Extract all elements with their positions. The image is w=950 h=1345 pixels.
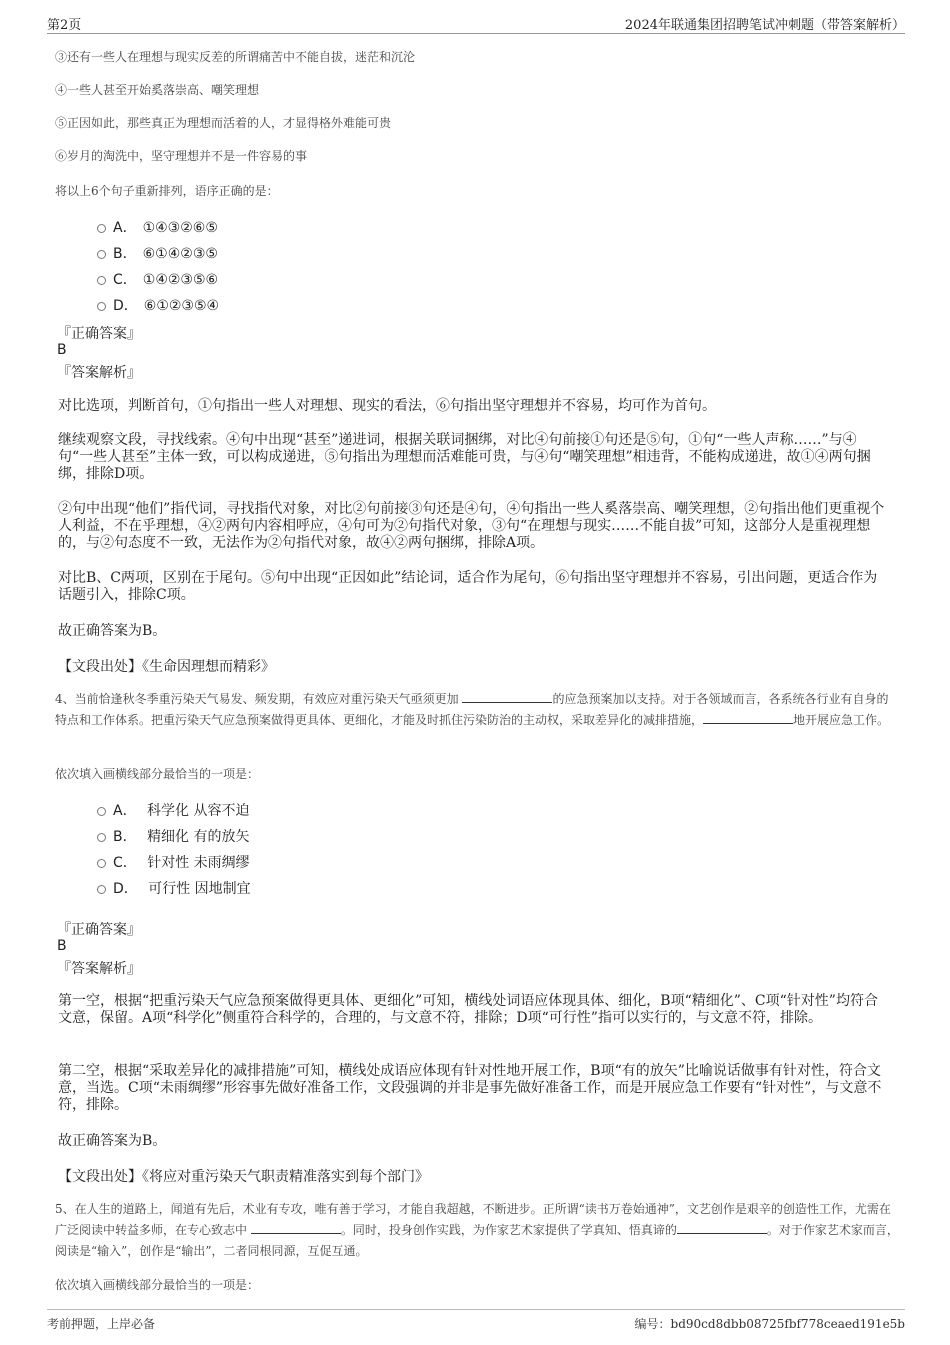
page-footer — [47, 1309, 905, 1335]
answer-heading: 『正确答案』 — [57, 326, 141, 342]
question-prompt: 将以上6个句子重新排列，语序正确的是： — [55, 184, 279, 198]
analysis-heading: 『答案解析』 — [57, 961, 141, 977]
page-number: 第2页 — [47, 18, 82, 33]
radio-icon[interactable] — [97, 276, 106, 285]
radio-icon[interactable] — [97, 302, 106, 311]
analysis-paragraph: 第二空，根据“采取差异化的减排措施”可知，横线处成语应体现有针对性地开展工作，B项“有的放矢”比喻说话做事有针对性，符合文意，当选。C项“未雨绸缪”形容事先做好准备工作，文段强调的并非是事先做好准备工作，而是开展应急工作要有“针对性”，与文意不符，排除。 — [58, 1063, 882, 1113]
analysis-paragraph: 第一空，根据“把重污染天气应急预案做得更具体、更细化”可知，横线处词语应体现具体、细化，B项“精细化”、C项“针对性”均符合文意，保留。A项“科学化”侧重符合科学的，合理的，与文意不符，排除；D项“可行性”指可以实行的，与文意不符，排除。 — [58, 993, 878, 1026]
question-prompt: 依次填入画横线部分最恰当的一项是： — [55, 767, 260, 781]
answer-value: B — [57, 938, 67, 954]
analysis-heading: 『答案解析』 — [57, 365, 141, 381]
document-id: 编号：bd90cd8dbb08725fbf778ceaed191e5b — [634, 1317, 905, 1331]
analysis-paragraph: ②句中出现“他们”指代词，寻找指代对象，对比②句前接③句还是④句，④句指出一些人奚落崇高、嘲笑理想，②句指出他们更重视个人利益，不在乎理想，④②两句内容相呼应，④句可为②句指代对象，③句“在理想与现实……不能自拔”可知，这部分人是重视理想的，与②句态度不一致，无法作为②句指代对象，故④②两句捆绑，排除A项。 — [58, 501, 885, 551]
analysis-paragraph: 继续观察文段，寻找线索。④句中出现“甚至”递进词，根据关联词捆绑，对比④句前接①句还是⑤句，①句“一些人声称……”与④句“一些人甚至”主体一致，可以构成递进，⑤句指出为理想而活难能可贵，与④句“嘲笑理想”相违背，不能构成递进，故①④两句捆绑，排除D项。 — [58, 432, 871, 482]
option-d[interactable]: D． ⑥①②③⑤④ — [97, 295, 219, 315]
radio-icon[interactable] — [97, 859, 106, 868]
option-b[interactable]: B． ⑥①④②③⑤ — [97, 243, 218, 263]
fill-blank — [677, 1222, 767, 1234]
radio-icon[interactable] — [97, 250, 106, 259]
sentence-4: ④一些人甚至开始奚落崇高、嘲笑理想 — [55, 83, 260, 97]
fill-blank — [251, 1222, 341, 1234]
radio-icon[interactable] — [97, 833, 106, 842]
radio-icon[interactable] — [97, 885, 106, 894]
sentence-5: ⑤正因如此，那些真正为理想而活着的人，才显得格外难能可贵 — [55, 116, 392, 130]
option-c[interactable]: C． ①④②③⑤⑥ — [97, 269, 218, 289]
question-prompt: 依次填入画横线部分最恰当的一项是： — [55, 1278, 260, 1292]
option-a[interactable]: A． ①④③②⑥⑤ — [97, 217, 218, 237]
sentence-3: ③还有一些人在理想与现实反差的所谓痛苦中不能自拔，迷茫和沉沦 — [55, 50, 416, 64]
radio-icon[interactable] — [97, 807, 106, 816]
analysis-conclusion: 故正确答案为B。 — [58, 623, 167, 639]
source-citation: 【文段出处】《生命因理想而精彩》 — [58, 659, 275, 675]
radio-icon[interactable] — [97, 224, 106, 233]
question-5-stem: 5、在人生的道路上，闻道有先后，术业有专攻，唯有善于学习，才能自我超越，不断进步。正所谓“读书万卷始通神”，文艺创作是艰辛的创造性工作，尤需在广泛阅读中转益多师，在专心致志中 。同时，投身创作实践，为作家艺术家提供了学真知、悟真谛的 。对于作家艺术家而言，阅读是“输入”，创作是“输出”，二者同根同源，互促互通。 — [55, 1202, 899, 1258]
page-header — [47, 14, 905, 34]
fill-blank — [462, 691, 552, 703]
source-citation: 【文段出处】《将应对重污染天气职责精准落实到每个部门》 — [58, 1169, 429, 1185]
question-4-stem: 4、当前恰逢秋冬季重污染天气易发、频发期，有效应对重污染天气亟须更加 的应急预案加以支持。对于各领域而言，各系统各行业有自身的特点和工作体系。把重污染天气应急预案做得更具体、更细化，才能及时抓住污染防治的主动权，采取差异化的减排措施， 地开展应急工作。 — [55, 692, 890, 727]
fill-blank — [703, 712, 793, 724]
answer-value: B — [57, 342, 67, 358]
option-d[interactable]: D． 可行性 因地制宜 — [97, 878, 251, 898]
sentence-6: ⑥岁月的淘洗中，坚守理想并不是一件容易的事 — [55, 149, 308, 163]
answer-heading: 『正确答案』 — [57, 922, 141, 938]
analysis-paragraph: 对比选项，判断首句，①句指出一些人对理想、现实的看法，⑥句指出坚守理想并不容易，均可作为首句。 — [58, 398, 716, 414]
analysis-paragraph: 对比B、C两项，区别在于尾句。⑤句中出现“正因如此”结论词，适合作为尾句，⑥句指出坚守理想并不容易，引出问题，更适合作为话题引入，排除C项。 — [58, 570, 878, 603]
footer-slogan: 考前押题，上岸必备 — [47, 1317, 156, 1331]
document-title: 2024年联通集团招聘笔试冲刺题（带答案解析） — [624, 18, 905, 33]
option-b[interactable]: B． 精细化 有的放矢 — [97, 826, 250, 846]
option-c[interactable]: C． 针对性 未雨绸缪 — [97, 852, 250, 872]
option-a[interactable]: A． 科学化 从容不迫 — [97, 800, 249, 820]
analysis-conclusion: 故正确答案为B。 — [58, 1133, 167, 1149]
